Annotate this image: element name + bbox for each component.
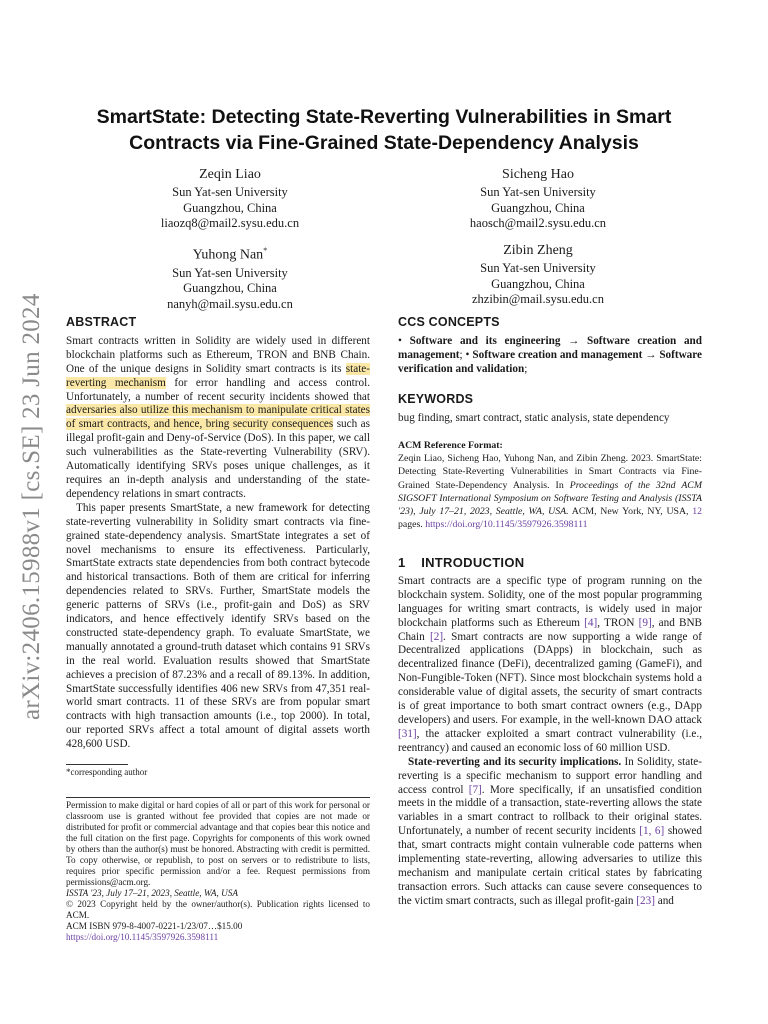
author-email: liaozq8@mail2.sysu.edu.cn bbox=[160, 216, 300, 230]
keywords-section bbox=[398, 393, 702, 426]
author-block-2 bbox=[398, 166, 678, 232]
abstract-paragraph-2: This paper presents SmartState, a new framework for detecting state-reverting vulnerability in Solidity smart contracts via fine-grained state-dependency analysis. SmartState integrates a set of novel mechanisms to ensure its effectiveness. Particularly, SmartState extracts state dependencies from both contract bytecode and historical transactions. Both of them are critical for inferring dependencies related to SRVs. Further, SmartState models the generic patterns of SRVs (i.e., profit-gain and DoS) as SRV indicators, and hence effectively identify SRVs based on the constructed state-dependency graph. To evaluate SmartState, we manually annotated a ground-truth dataset which contains 91 SRVs in the real world. Evaluation results showed that SmartState achieves a precision of 87.23% and a recall of 89.13%. In addition, SmartState successfully identifies 406 new SRVs from 47,351 real-world smart contracts. 11 of these SRVs are from popular smart contracts with high transaction amounts (i.e., top 2000). In total, our reported SRVs affect a total amount of digital assets worth 428,600 USD. bbox=[66, 501, 370, 751]
ccs-text: • Software and its engineering → Software creation and management; • Software creation and management → Software verification and validation; bbox=[398, 334, 702, 375]
acm-doi-link[interactable]: https://doi.org/10.1145/3597926.3598111 bbox=[425, 519, 588, 531]
corresponding-footnote: *corresponding author bbox=[66, 767, 148, 777]
introduction-section bbox=[398, 556, 702, 909]
abstract-heading: ABSTRACT bbox=[66, 315, 137, 329]
author-affiliation: Sun Yat-sen University bbox=[172, 265, 288, 280]
author-name: Sicheng Hao bbox=[502, 167, 574, 182]
author-location: Guangzhou, China bbox=[491, 276, 585, 291]
author-affiliation: Sun Yat-sen University bbox=[480, 185, 596, 199]
highlight-2: adversaries also utilize this mechanism to manipulate critical states of smart contracts, and hence, bring security consequences bbox=[66, 404, 370, 431]
paper-title bbox=[60, 104, 708, 156]
author-location: Guangzhou, China bbox=[491, 200, 585, 215]
isbn-line: ACM ISBN 979-8-4007-0221-1/23/07…$15.00 bbox=[66, 921, 243, 931]
footnote-rule bbox=[66, 764, 128, 765]
author-email: haosch@mail2.sysu.edu.cn bbox=[469, 216, 607, 230]
author-block-1 bbox=[90, 166, 370, 232]
title-line-1: SmartState: Detecting State-Reverting Vulnerabilities in Smart bbox=[96, 106, 672, 128]
keywords-text: bug finding, smart contract, static analysis, state dependency bbox=[398, 411, 670, 424]
permission-block bbox=[66, 800, 370, 943]
acm-reference-heading: ACM Reference Format: bbox=[398, 440, 503, 451]
ccs-heading: CCS CONCEPTS bbox=[398, 315, 500, 329]
author-location: Guangzhou, China bbox=[183, 200, 277, 215]
highlight-1: state-reverting mechanism bbox=[66, 362, 370, 389]
author-name: Zeqin Liao bbox=[199, 167, 261, 182]
introduction-heading: 1 INTRODUCTION bbox=[398, 555, 525, 570]
ccs-section bbox=[398, 316, 702, 377]
abstract-section bbox=[66, 316, 370, 752]
author-location: Guangzhou, China bbox=[183, 281, 277, 296]
author-block-3 bbox=[90, 242, 370, 312]
author-email: zhzibin@mail.sysu.edu.cn bbox=[472, 292, 604, 306]
doi-link[interactable]: https://doi.org/10.1145/3597926.3598111 bbox=[66, 932, 219, 942]
keywords-heading: KEYWORDS bbox=[398, 392, 474, 406]
permission-rule bbox=[66, 797, 370, 798]
author-name: Zibin Zheng bbox=[503, 243, 573, 258]
corresponding-mark: * bbox=[263, 246, 268, 255]
copyright-line: © 2023 Copyright held by the owner/author(s). Publication rights licensed to ACM. bbox=[66, 899, 370, 920]
arxiv-side-stamp: arXiv:2406.15988v1 [cs.SE] 23 Jun 2024 bbox=[18, 293, 45, 720]
abstract-paragraph-1: Smart contracts written in Solidity are widely used in different blockchain platforms such as Ethereum, TRON and BNB Chain. One of the unique designs in Solidity smart contracts is its state-reverting mechanism for error handling and access control. Unfortunately, a number of recent security incidents showed that adversaries also utilize this mechanism to manipulate critical states of smart contracts, and hence, bring security consequences such as illegal profit-gain and Deny-of-Service (DoS). In this paper, we call such vulnerabilities as the State-reverting Vulnerability (SRV). Automatically identifying SRVs poses unique challenges, as it requires an in-depth analysis and understanding of the state-dependency relations in smart contracts. bbox=[66, 334, 371, 500]
author-affiliation: Sun Yat-sen University bbox=[480, 261, 596, 275]
title-line-2: Contracts via Fine-Grained State-Dependency Analysis bbox=[129, 132, 639, 154]
author-affiliation: Sun Yat-sen University bbox=[172, 185, 288, 199]
intro-paragraph-1: Smart contracts are a specific type of program running on the blockchain system. Solidity, one of the most popular programming languages for writing smart contracts, is widely used in major blockchain platforms such as Ethereum [4], TRON [9], and BNB Chain [2]. Smart contracts are now supporting a wide range of Decentralized applications (DApps) in blockchain, such as decentralized finance (DeFi), decentralized gaming (GameFi), and Non-Fungible-Token (NFT). Since most blockchain systems hold a considerable value of digital assets, the security of smart contracts is of great importance to both smart contract owners (e.g., DApp developers) and users. For example, in the well-known DAO attack [31], the attacker exploited a smart contract vulnerability (i.e., reentrancy) and caused an economic loss of 60 million USD. bbox=[398, 574, 702, 754]
author-block-4 bbox=[398, 242, 678, 308]
author-name: Yuhong Nan* bbox=[192, 246, 268, 263]
venue-line: ISSTA '23, July 17–21, 2023, Seattle, WA, USA bbox=[66, 888, 238, 898]
acm-reference-section bbox=[398, 439, 702, 531]
author-email: nanyh@mail.sysu.edu.cn bbox=[167, 296, 293, 311]
acm-reference-text: Zeqin Liao, Sicheng Hao, Yuhong Nan, and Zibin Zheng. 2023. SmartState: Detecting State-Reverting Vulnerabilities in Smart Contracts via Fine-Grained State-Dependency Analysis. In Proceedings of the 32nd ACM SIGSOFT International Symposium on Software Testing and Analysis (ISSTA '23), July 17–21, 2023, Seattle, WA, USA. ACM, New York, NY, USA, 12 pages. https://doi.org/10.1145/3597926.3598111 bbox=[398, 453, 702, 531]
permission-text: Permission to make digital or hard copies of all or part of this work for personal or classroom use is granted without fee provided that copies are not made or distributed for profit or commercial advantage and that copies bear this notice and the full citation on the first page. Copyrights for components of this work owned by others than the author(s) must be honored. Abstracting with credit is permitted. To copy otherwise, or republish, to post on servers or to redistribute to lists, requires prior specific permission and/or a fee. Request permissions from permissions@acm.org. bbox=[66, 800, 370, 887]
intro-paragraph-2: State-reverting and its security implications. In Solidity, state-reverting is a specific mechanism to support error handling and access control [7]. More specifically, if an unsatisfied condition meets in the middle of a transaction, state-reverting allows the state variables in a smart contract to rollback to their original states. Unfortunately, a number of recent security incidents [1, 6] showed that, smart contracts might contain vulnerable code patterns when implementing state-reverting, allowing adversaries to utilize this mechanism and manipulate certain critical states by fabricating transaction errors. Such attacks can cause severe consequences to the victim smart contracts, such as illegal profit-gain [23] and bbox=[398, 755, 702, 907]
